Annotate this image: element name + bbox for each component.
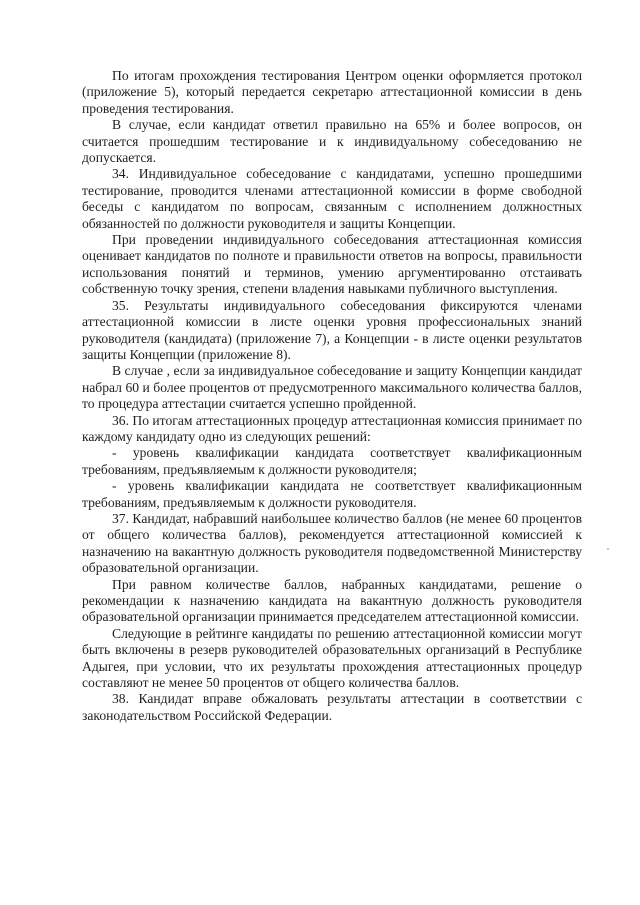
document-body <box>82 68 582 724</box>
paragraph-37-recommendation: 37. Кандидат, набравший наибольшее количество баллов (не менее 60 процентов от общего количества баллов), рекомендуется аттестационной комиссией к назначению на вакантную должность руководителя подведомственной Министерству образовательной организации. <box>82 510 582 576</box>
paragraph-reserve: Следующие в рейтинге кандидаты по решению аттестационной комиссии могут быть включены в резерв руководителей образовательных организаций в Республике Адыгея, при условии, что их результаты прохождения аттестационных процедур составляют не менее 50 процентов от общего количества баллов. <box>82 625 582 691</box>
paragraph-38-appeal: 38. Кандидат вправе обжаловать результаты аттестации в соответствии с законодательством Российской Федерации. <box>82 691 582 723</box>
paragraph-interview-evaluation: При проведении индивидуального собеседования аттестационная комиссия оценивает кандидатов по полноте и правильности ответов на вопросы, правильности использования понятий и терминов, умению аргументированно отстаивать собственную точку зрения, степени владения навыками публичного выступления. <box>82 232 582 297</box>
decision-item-meets: - уровень квалификации кандидата соответствует квалификационным требованиям, предъявляемым к должности руководителя; <box>82 445 582 477</box>
paragraph-36-decisions: 36. По итогам аттестационных процедур аттестационная комиссия принимает по каждому кандидату одно из следующих решений: <box>82 412 582 444</box>
decision-item-not-meets: - уровень квалификации кандидата не соответствует квалификационным требованиям, предъявляемым к должности руководителя. <box>82 478 582 510</box>
paragraph-equal-score: При равном количестве баллов, набранных кандидатами, решение о рекомендации к назначению кандидата на вакантную должность руководителя образовательной организации принимается председателем аттестационной комиссии. <box>82 576 582 625</box>
scan-artifact <box>607 548 609 550</box>
paragraph-attestation-success: В случае , если за индивидуальное собеседование и защиту Концепции кандидат набрал 60 и более процентов от предусмотренного максимального количества баллов, то процедура аттестации считается успешно пройденной. <box>82 363 582 412</box>
paragraph-test-protocol: По итогам прохождения тестирования Центром оценки оформляется протокол (приложение 5), который передается секретарю аттестационной комиссии в день проведения тестирования. <box>82 68 582 116</box>
paragraph-35-results-recording: 35. Результаты индивидуального собеседования фиксируются членами аттестационной комиссии в листе оценки уровня профессиональных знаний руководителя (кандидата) (приложение 7), а Концепции - в листе оценки результатов защиты Концепции (приложение 8). <box>82 297 582 362</box>
paragraph-34-interview: 34. Индивидуальное собеседование с кандидатами, успешно прошедшими тестирование, проводится членами аттестационной комиссии в форме свободной беседы с кандидатом по вопросам, связанным с исполнением должностных обязанностей по должности руководителя и защиты Концепции. <box>82 166 582 231</box>
paragraph-test-passing-threshold: В случае, если кандидат ответил правильно на 65% и более вопросов, он считается прошедшим тестирование и к индивидуальному собеседованию не допускается. <box>82 117 582 166</box>
